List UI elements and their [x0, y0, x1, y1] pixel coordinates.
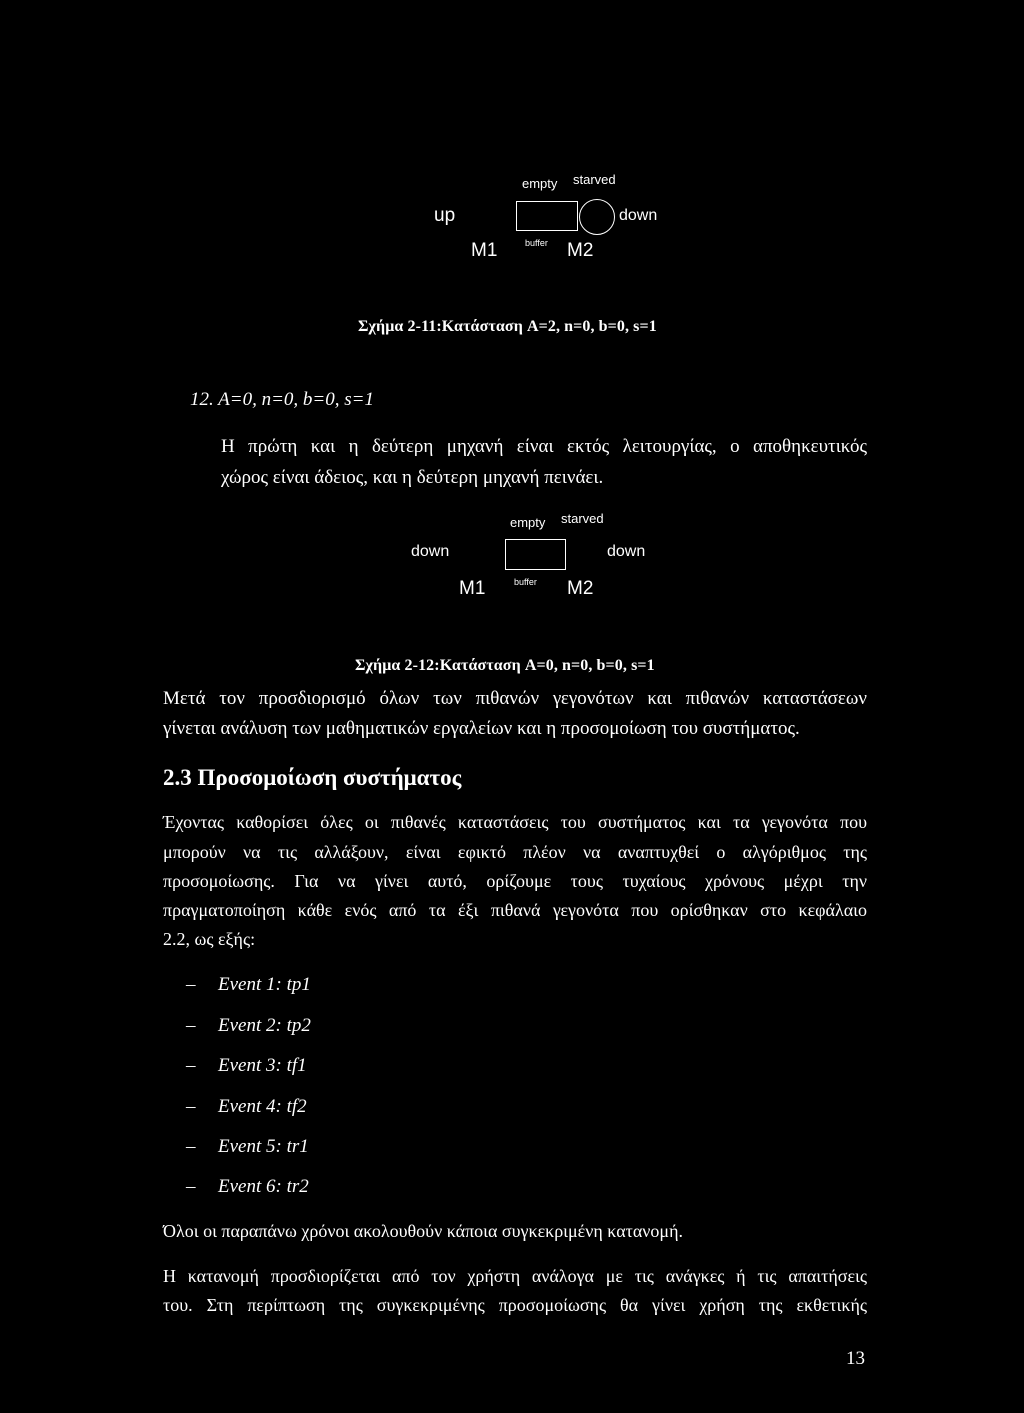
event-text: Event 6: tr2 — [218, 1176, 309, 1197]
fig1-empty-label: empty — [522, 176, 558, 191]
fig2-m2-state: down — [607, 543, 646, 560]
list-item — [186, 1096, 307, 1118]
state-12-line-1: Η πρώτη και η δεύτερη μηχανή είναι εκτός λειτουργίας, ο αποθηκευτικός — [221, 436, 867, 457]
page-number: 13 — [846, 1348, 865, 1369]
closing-paragraph-line-2: του. Στη περίπτωση της συγκεκριμένης προσομοίωσης θα γίνει χρήση της εκθετικής — [163, 1295, 867, 1315]
fig1-m2-label: M2 — [567, 240, 594, 261]
after-figure-line-2: γίνεται ανάλυση των μαθηματικών εργαλείων και η προσομοίωση του συστήματος. — [163, 718, 800, 739]
section-paragraph-line-2: μπορούν να τις αλλάξουν, είναι εφικτό πλέον να αναπτυχθεί ο αλγόριθμος της — [163, 842, 867, 862]
list-dash: – — [186, 1055, 196, 1076]
event-text: Event 5: tr1 — [218, 1136, 309, 1157]
state-12-line-2: χώρος είναι άδειος, και η δεύτερη μηχανή πεινάει. — [221, 467, 604, 488]
list-item — [186, 1015, 311, 1037]
list-dash: – — [186, 1015, 196, 1036]
section-paragraph-line-4: πραγματοποίηση κάθε ενός από τα έξι πιθανά γεγονότα που ορίσθηκαν στο κεφάλαιο — [163, 900, 867, 920]
fig2-m1-state: down — [411, 543, 450, 560]
section-paragraph-line-5: 2.2, ως εξής: — [163, 929, 256, 949]
section-heading: 2.3 Προσομοίωση συστήματος — [163, 765, 462, 790]
closing-sentence: Όλοι οι παραπάνω χρόνοι ακολουθούν κάποια συγκεκριμένη κατανομή. — [163, 1221, 683, 1241]
list-dash: – — [186, 1096, 196, 1117]
figure-2-12-caption: Σχήμα 2-12:Κατάσταση A=0, n=0, b=0, s=1 — [355, 657, 655, 674]
fig2-buffer-box — [505, 539, 566, 570]
fig1-starved-label: starved — [573, 172, 616, 187]
event-text: Event 2: tp2 — [218, 1015, 311, 1036]
event-text: Event 3: tf1 — [218, 1055, 307, 1076]
list-item — [186, 1176, 309, 1198]
fig1-m1-state: up — [434, 205, 456, 226]
list-dash: – — [186, 1176, 196, 1197]
fig1-m2-state: down — [619, 207, 658, 224]
fig2-m1-label: M1 — [459, 578, 486, 599]
list-item — [186, 974, 311, 996]
fig2-m2-label: M2 — [567, 578, 594, 599]
section-paragraph-line-1: Έχοντας καθορίσει όλες οι πιθανές καταστάσεις του συστήματος και τα γεγονότα που — [163, 812, 867, 832]
list-dash: – — [186, 974, 196, 995]
fig2-buffer-label: buffer — [514, 577, 537, 587]
list-item — [186, 1055, 307, 1077]
fig2-starved-label: starved — [561, 511, 604, 526]
figure-2-11-caption: Σχήμα 2-11:Κατάσταση A=2, n=0, b=0, s=1 — [358, 318, 657, 335]
event-text: Event 4: tf2 — [218, 1096, 307, 1117]
fig2-empty-label: empty — [510, 515, 546, 530]
fig1-buffer-box — [516, 201, 578, 231]
fig1-buffer-label: buffer — [525, 238, 548, 248]
state-12-heading: 12. A=0, n=0, b=0, s=1 — [190, 389, 374, 410]
list-dash: – — [186, 1136, 196, 1157]
after-figure-line-1: Μετά τον προσδιορισμό όλων των πιθανών γεγονότων και πιθανών καταστάσεων — [163, 688, 867, 709]
fig1-m1-label: M1 — [471, 240, 498, 261]
section-paragraph-line-3: προσομοίωσης. Για να γίνει αυτό, ορίζουμε τους τυχαίους χρόνους μέχρι την — [163, 871, 867, 891]
event-text: Event 1: tp1 — [218, 974, 311, 995]
fig1-starved-circle — [579, 199, 615, 235]
list-item — [186, 1136, 309, 1158]
closing-paragraph-line-1: Η κατανομή προσδιορίζεται από τον χρήστη ανάλογα με τις ανάγκες ή τις απαιτήσεις — [163, 1266, 867, 1286]
